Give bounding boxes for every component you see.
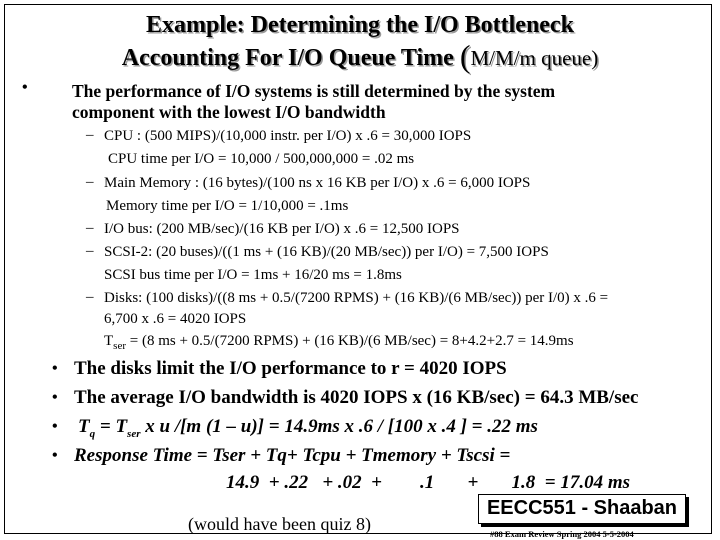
cpu-time-line: CPU time per I/O = 10,000 / 500,000,000 = .02 ms <box>108 151 415 167</box>
scsi-time-line: SCSI bus time per I/O = 1ms + 16/20 ms = 1.8ms <box>104 267 402 283</box>
tser-symbol: T <box>115 416 128 437</box>
title-queue-model: M/M/m queue) <box>470 46 599 70</box>
title-paren: ( <box>459 38 471 74</box>
bullet-icon: • <box>22 79 28 96</box>
memory-iops-line: Main Memory : (16 bytes)/(100 ns x 16 KB per I/O) x .6 = 6,000 IOPS <box>104 175 531 191</box>
tser-subscript: ser <box>127 427 141 440</box>
tser-line <box>104 332 574 355</box>
course-badge: EECC551 - Shaaban <box>478 494 686 524</box>
dash-icon: – <box>86 127 94 143</box>
bullet-icon: • <box>52 418 58 435</box>
dash-icon: – <box>86 220 94 236</box>
tser-formula: = (8 ms + 0.5/(7200 RPMS) + (16 KB)/(6 MB/sec) = 8+4.2+2.7 = 14.9ms <box>126 333 574 349</box>
cpu-iops-line: CPU : (500 MIPS)/(10,000 instr. per I/O) x .6 = 30,000 IOPS <box>104 128 472 144</box>
tq-symbol: T <box>78 416 90 437</box>
disks-line2: 6,700 x .6 = 4020 IOPS <box>104 311 247 327</box>
dash-icon: – <box>86 174 94 190</box>
tq-equals: = <box>95 416 116 437</box>
slide-title-line1: Example: Determining the I/O Bottleneck <box>146 12 574 38</box>
intro-line1: The performance of I/O systems is still determined by the system <box>72 81 556 101</box>
slide-number-footer: #88 Exam Review Spring 2004 5-5-2004 <box>490 529 634 539</box>
quiz-note: (would have been quiz 8) <box>188 514 371 534</box>
bullet-icon: • <box>52 447 58 464</box>
tq-formula-rest: x u /[m (1 – u)] = 14.9ms x .6 / [100 x .4 ] = .22 ms <box>140 416 538 437</box>
bullet-icon: • <box>52 389 58 406</box>
io-bus-line: I/O bus: (200 MB/sec)/(16 KB per I/O) x .6 = 12,500 IOPS <box>104 221 460 237</box>
response-time-line2: 14.9 + .22 + .02 + .1 + 1.8 = 17.04 ms <box>226 472 631 493</box>
avg-bandwidth-line: The average I/O bandwidth is 4020 IOPS x (16 KB/sec) = 64.3 MB/sec <box>74 387 639 408</box>
disks-line1: Disks: (100 disks)/((8 ms + 0.5/(7200 RPMS) + (16 KB)/(6 MB/sec)) per I/0) x .6 = <box>104 290 609 306</box>
scsi-line: SCSI-2: (20 buses)/((1 ms + (16 KB)/(20 MB/sec)) per I/O) = 7,500 IOPS <box>104 244 549 260</box>
response-time-line1: Response Time = Tser + Tq+ Tcpu + Tmemory + Tscsi = <box>74 445 511 466</box>
intro-line2: component with the lowest I/O bandwidth <box>72 102 386 122</box>
title-main: Accounting For I/O Queue Time <box>121 45 460 71</box>
dash-icon: – <box>86 289 94 305</box>
tser-symbol: T <box>104 333 114 349</box>
disk-limit-line: The disks limit the I/O performance to r = 4020 IOPS <box>74 358 507 379</box>
tq-subscript: q <box>89 427 96 440</box>
bullet-icon: • <box>52 360 58 377</box>
tser-subscript: ser <box>113 340 126 352</box>
tq-formula-line <box>78 416 538 440</box>
dash-icon: – <box>86 243 94 259</box>
slide-title-line2 <box>0 38 720 74</box>
memory-time-line: Memory time per I/O = 1/10,000 = .1ms <box>106 198 349 214</box>
